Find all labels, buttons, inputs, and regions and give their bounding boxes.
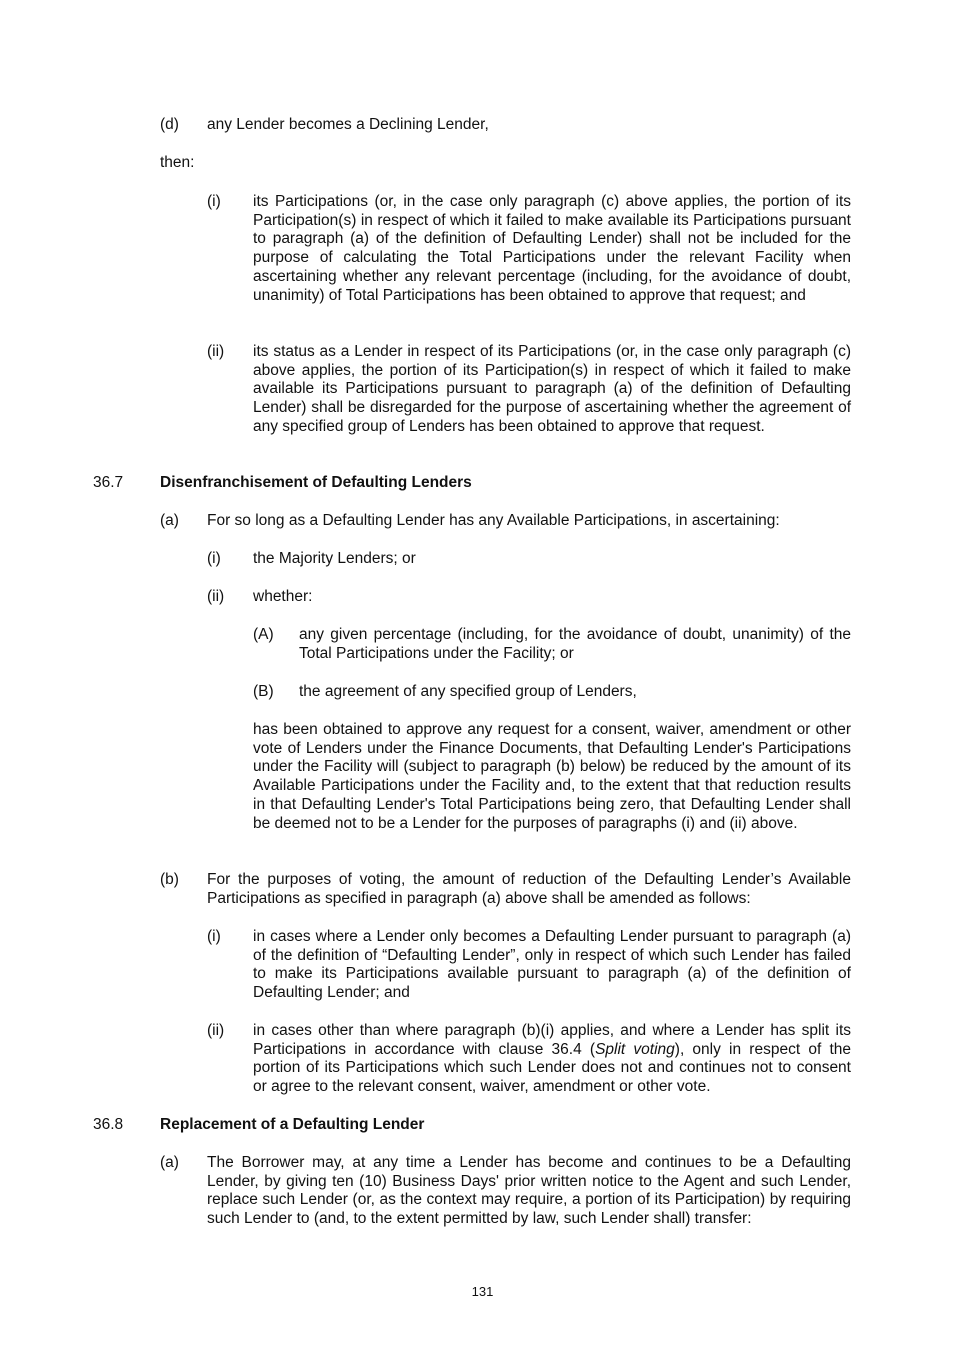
item-text-d: any Lender becomes a Declining Lender, <box>207 116 489 133</box>
clause-label-36-7-a-ii: (ii) <box>207 588 225 605</box>
section-number-36-8: 36.8 <box>93 1116 124 1133</box>
clause-text-36-7-b-ii <box>253 1022 851 1097</box>
then-text-i: its Participations (or, in the case only paragraph (c) above applies, the portion of its Participation(s) in respect of which it failed to make available its Participations pursuant to paragraph (a) of the definition of Defaulting Lender) shall not be included for the purpose of calculating the Total Participations under the relevant Facility when ascertaining whether any relevant percentage (including, for the avoidance of doubt, unanimity) of Total Participations has been obtained to approve that request; and <box>253 193 851 304</box>
then-label-ii: (ii) <box>207 343 225 360</box>
clause-label-36-7-b-i: (i) <box>207 928 221 945</box>
clause-label-36-7-a-i: (i) <box>207 550 221 567</box>
item-label-d: (d) <box>160 116 179 133</box>
clause-text-36-7-b-i: in cases where a Lender only becomes a Defaulting Lender pursuant to paragraph (a) of the definition of “Defaulting Lender”, only in respect of which such Lender has failed to make its Participations available pursuant to paragraph (a) of the definition of Defaulting Lender; and <box>253 928 851 1002</box>
then-text-ii: its status as a Lender in respect of its Participations (or, in the case only paragraph (c) above applies, the portion of its Participation(s) in respect of which it failed to make available its Participations pursuant to paragraph (a) of the definition of Defaulting Lender) shall be disregarded for the purpose of ascertaining whether the agreement of any specified group of Lenders has been obtained to approve that request. <box>253 343 851 435</box>
section-title-36-7: Disenfranchisement of Defaulting Lenders <box>160 474 472 491</box>
clause-text-36-7-b-ii-italic: Split voting <box>595 1040 675 1058</box>
clause-label-36-7-b-ii: (ii) <box>207 1022 225 1039</box>
page-number: 131 <box>471 1284 494 1299</box>
section-number-36-7: 36.7 <box>93 474 124 491</box>
continuation-paragraph: has been obtained to approve any request for a consent, waiver, amendment or other vote of Lenders under the Finance Documents, that Defaulting Lender's Participations under the Facility will (subject to paragraph (b) below) be reduced by the amount of its Available Participations under the Facility and, to the extent that that reduction results in that Defaulting Lender's Total Participations being zero, that Defaulting Lender shall be deemed not to be a Lender for the purposes of paragraphs (i) and (ii) above. <box>253 721 851 832</box>
clause-text-36-7-a-i: the Majority Lenders; or <box>253 550 416 567</box>
clause-label-36-7-a: (a) <box>160 512 179 529</box>
then-text: then: <box>160 154 195 171</box>
section-title-36-8: Replacement of a Defaulting Lender <box>160 1116 425 1133</box>
clause-label-36-8-a: (a) <box>160 1154 179 1171</box>
clause-label-B: (B) <box>253 683 274 700</box>
clause-text-36-7-a: For so long as a Defaulting Lender has any Available Participations, in ascertaining: <box>207 512 780 529</box>
clause-text-A: any given percentage (including, for the avoidance of doubt, unanimity) of the Total Participations under the Facility; or <box>299 626 851 662</box>
then-label-i: (i) <box>207 193 221 210</box>
clause-text-36-7-a-ii: whether: <box>253 588 313 605</box>
clause-text-36-7-b-ii-part2: ), only in respect of the portion of its Participations which such Lender does not and continues not to consent or agree to the relevant consent, waiver, amendment or other vote. <box>253 1040 851 1096</box>
clause-text-B: the agreement of any specified group of Lenders, <box>299 683 637 700</box>
clause-label-A: (A) <box>253 626 274 643</box>
clause-text-36-7-b-ii-part1: in cases other than where paragraph (b)(i) applies, and where a Lender has split its Participations in accordance with clause 36.4 ( <box>253 1022 851 1058</box>
clause-label-36-7-b: (b) <box>160 871 179 888</box>
clause-text-36-8-a: The Borrower may, at any time a Lender has become and continues to be a Defaulting Lender, by giving ten (10) Business Days' prior written notice to the Agent and such Lender, replace such Lender (or, as the context may require, a portion of its Participation) by requiring such Lender to (and, to the extent permitted by law, such Lender shall) transfer: <box>207 1154 851 1228</box>
clause-text-36-7-b: For the purposes of voting, the amount of reduction of the Defaulting Lender’s Available Participations as specified in paragraph (a) above shall be amended as follows: <box>207 871 851 907</box>
